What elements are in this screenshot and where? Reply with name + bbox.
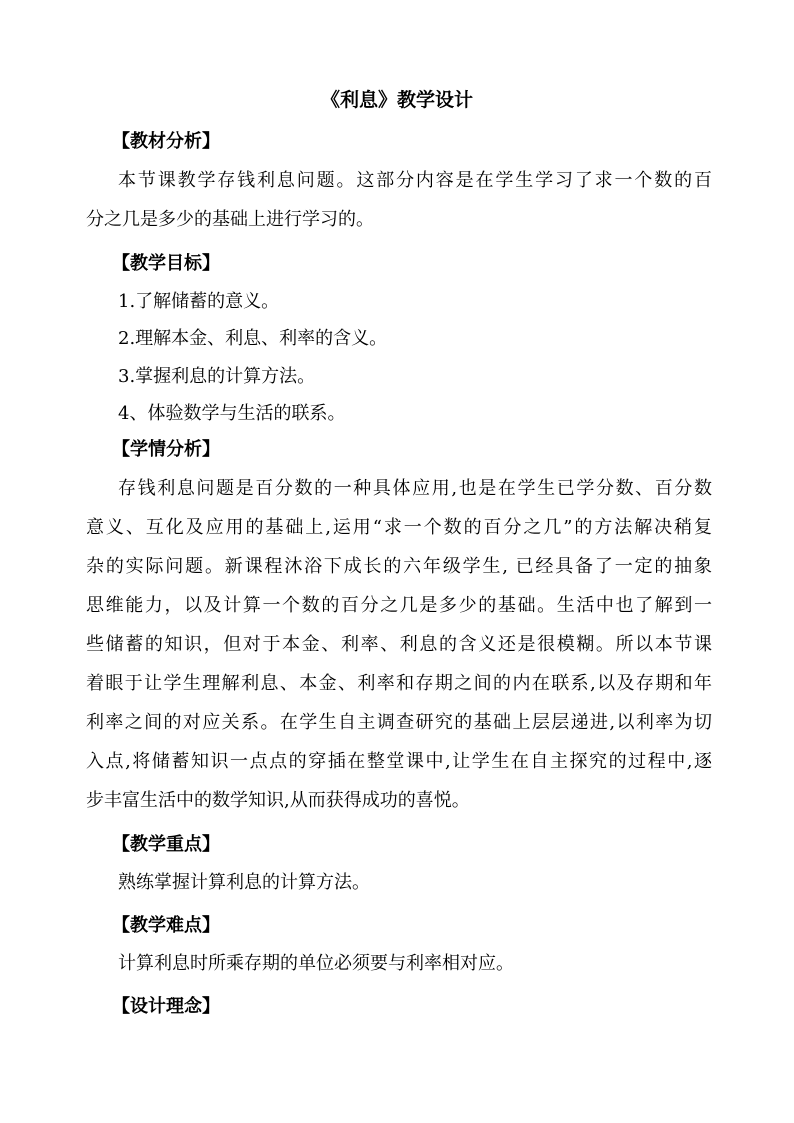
section-heading-textbook-analysis: 【教材分析】 bbox=[112, 131, 220, 152]
paragraph-line: 着眼于让学生理解利息、本金、利率和存期之间的内在联系,以及存期和年 bbox=[86, 673, 712, 694]
paragraph-line: 本节课教学存钱利息问题。这部分内容是在学生学习了求一个数的百 bbox=[118, 170, 712, 191]
paragraph-line: 分之几是多少的基础上进行学习的。 bbox=[86, 209, 374, 230]
objective-item: 3.掌握利息的计算方法。 bbox=[118, 366, 316, 387]
paragraph-line: 计算利息时所乘存期的单位必须要与利率相对应。 bbox=[118, 953, 514, 974]
section-heading-difficult-points: 【教学难点】 bbox=[112, 915, 220, 936]
paragraph-line: 存钱利息问题是百分数的一种具体应用,也是在学生已学分数、百分数 bbox=[118, 478, 712, 499]
objective-item: 2.理解本金、利息、利率的含义。 bbox=[118, 328, 388, 349]
paragraph-line: 熟练掌握计算利息的计算方法。 bbox=[118, 872, 370, 893]
section-heading-design-concept: 【设计理念】 bbox=[112, 996, 220, 1017]
objective-item: 4、体验数学与生活的联系。 bbox=[118, 403, 346, 424]
section-heading-key-points: 【教学重点】 bbox=[112, 834, 220, 855]
paragraph-line: 入点,将储蓄知识一点点的穿插在整堂课中,让学生在自主探究的过程中,逐 bbox=[86, 751, 712, 772]
paragraph-line: 利率之间的对应关系。在学生自主调查研究的基础上层层递进,以利率为切 bbox=[86, 712, 712, 733]
objective-item: 1.了解储蓄的意义。 bbox=[118, 291, 280, 312]
paragraph-line: 步丰富生活中的数学知识,从而获得成功的喜悦。 bbox=[86, 790, 470, 811]
section-heading-teaching-objectives: 【教学目标】 bbox=[112, 253, 220, 274]
paragraph-line: 思维能力，以及计算一个数的百分之几是多少的基础。生活中也了解到一 bbox=[86, 595, 712, 616]
paragraph-line: 杂的实际问题。新课程沐浴下成长的六年级学生, 已经具备了一定的抽象 bbox=[86, 556, 712, 577]
paragraph-line: 意义、互化及应用的基础上,运用“求一个数的百分之几”的方法解决稍复 bbox=[86, 517, 712, 538]
document-title: 《利息》教学设计 bbox=[320, 89, 473, 111]
paragraph-line: 些储蓄的知识，但对于本金、利率、利息的含义还是很模糊。所以本节课 bbox=[86, 634, 712, 655]
section-heading-learner-analysis: 【学情分析】 bbox=[112, 439, 220, 460]
